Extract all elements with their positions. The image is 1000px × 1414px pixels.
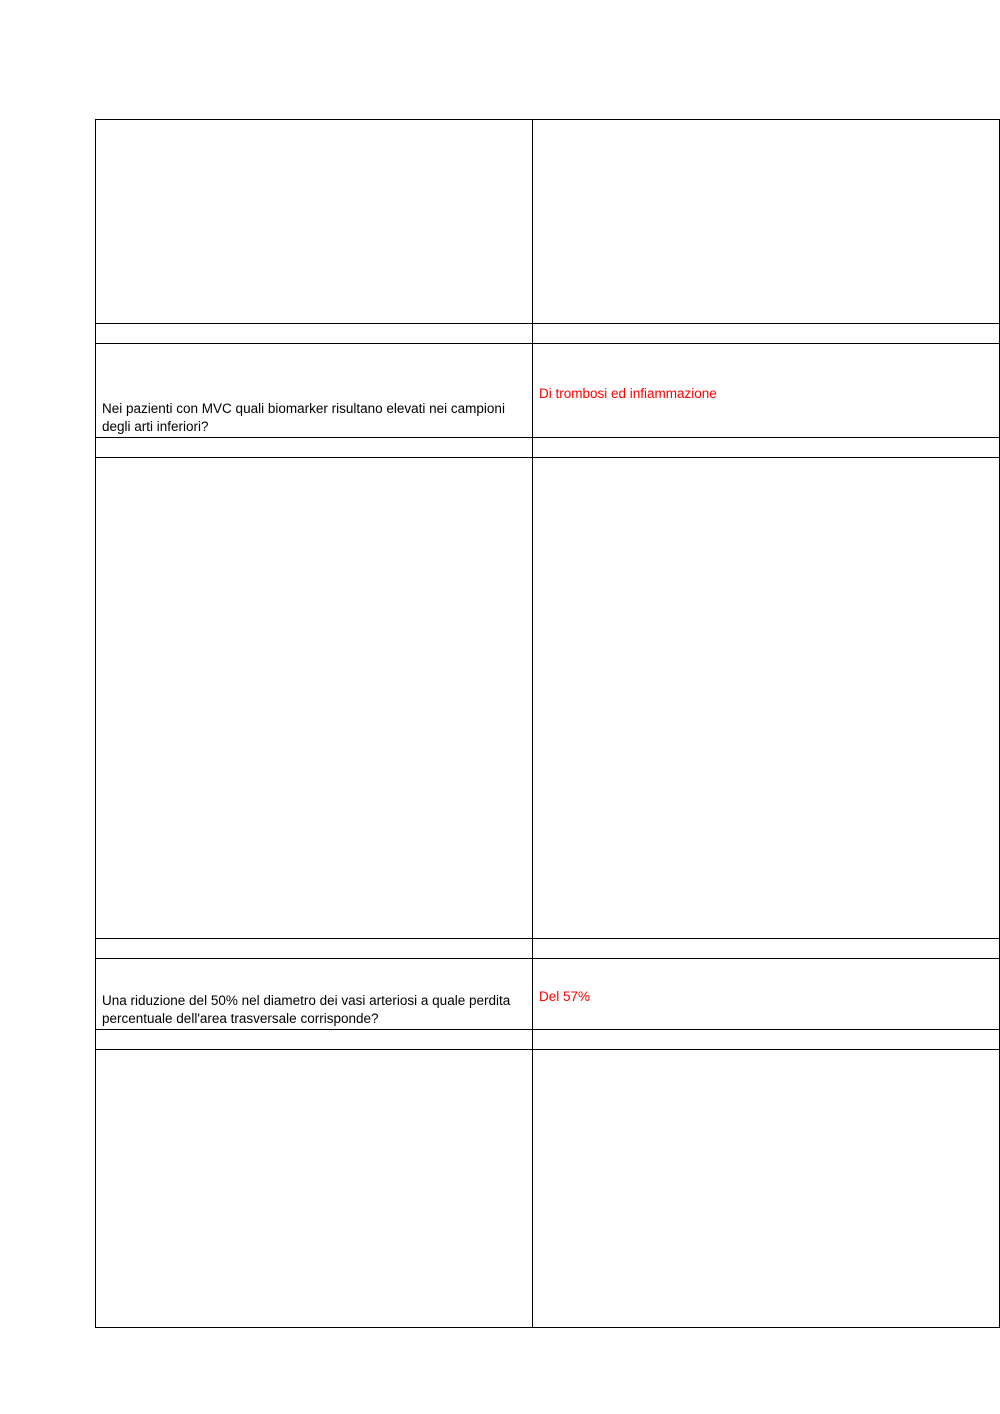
table-row-spacer xyxy=(96,939,1000,959)
empty-cell xyxy=(96,324,533,344)
empty-cell xyxy=(533,458,1000,939)
table-row-question xyxy=(96,344,1000,438)
empty-cell xyxy=(533,438,1000,458)
empty-cell xyxy=(96,1030,533,1050)
empty-cell xyxy=(96,939,533,959)
empty-cell xyxy=(96,120,533,324)
empty-cell xyxy=(533,939,1000,959)
table-row-empty xyxy=(96,1050,1000,1328)
empty-cell xyxy=(533,324,1000,344)
empty-cell xyxy=(96,1050,533,1328)
empty-cell xyxy=(533,1030,1000,1050)
empty-cell xyxy=(533,120,1000,324)
answer-cell: Del 57% xyxy=(533,959,1000,1030)
table-row-spacer xyxy=(96,324,1000,344)
table-row-empty xyxy=(96,458,1000,939)
qa-table xyxy=(95,119,1000,1328)
question-cell: Nei pazienti con MVC quali biomarker risultano elevati nei campioni degli arti inferiori? xyxy=(96,344,533,438)
empty-cell xyxy=(96,458,533,939)
empty-cell xyxy=(96,438,533,458)
table-row-question xyxy=(96,959,1000,1030)
question-cell: Una riduzione del 50% nel diametro dei vasi arteriosi a quale perdita percentuale dell'area trasversale corrisponde? xyxy=(96,959,533,1030)
table-row-spacer xyxy=(96,1030,1000,1050)
table-row-spacer xyxy=(96,438,1000,458)
answer-cell: Di trombosi ed infiammazione xyxy=(533,344,1000,438)
empty-cell xyxy=(533,1050,1000,1328)
table-row-empty xyxy=(96,120,1000,324)
